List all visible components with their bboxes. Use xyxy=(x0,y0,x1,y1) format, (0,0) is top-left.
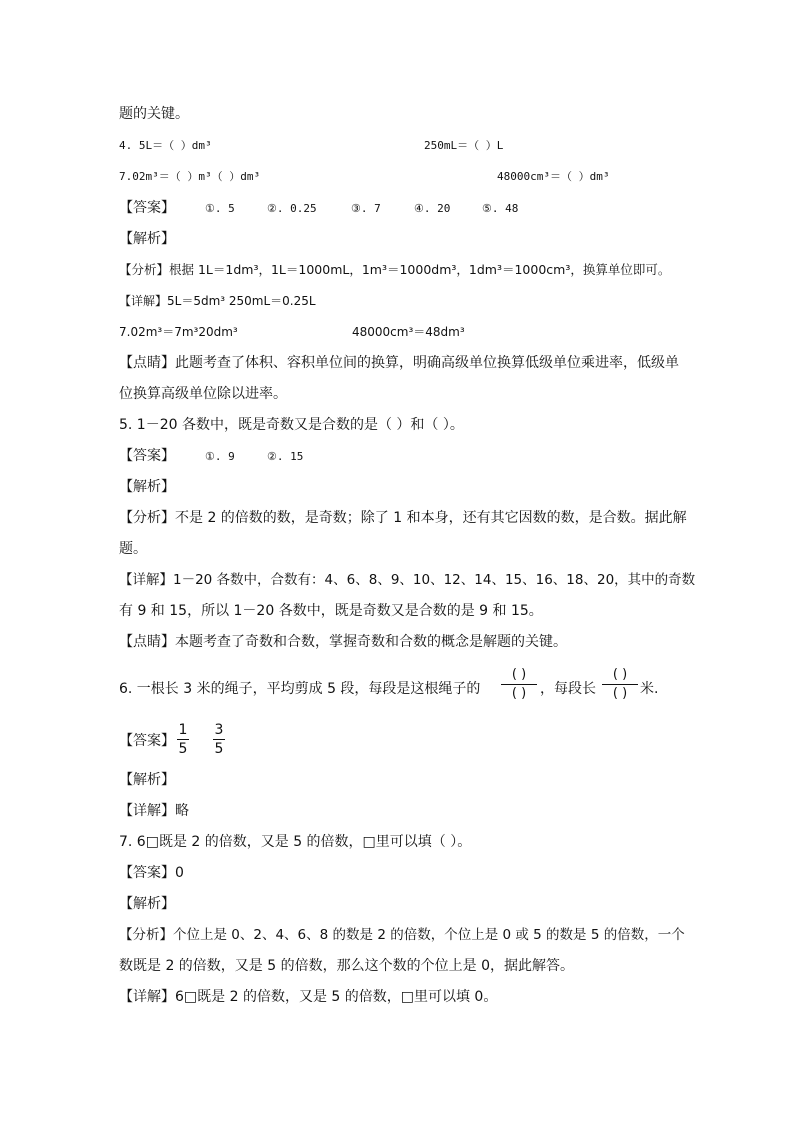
answer-fraction xyxy=(201,721,237,758)
fraction-numerator: 3 xyxy=(214,722,224,738)
answer-row: 【答案】0 xyxy=(119,865,184,881)
answer-item: ⑤. 48 xyxy=(482,202,519,215)
fraction-numerator: 1 xyxy=(178,722,188,738)
analysis-heading: 【解析】 xyxy=(119,896,175,912)
question-5: 5. 1－20 各数中，既是奇数又是合数的是（ ）和（ ）。 xyxy=(119,417,464,433)
answer-item: ①. 5 xyxy=(205,202,235,215)
answer-item: ②. 0.25 xyxy=(267,202,317,215)
blank-numerator: ( ) xyxy=(511,667,527,682)
analysis-text: 【分析】根据 1L＝1dm³，1L＝1000mL，1m³＝1000dm³，1dm³＝1000cm³，换算单位即可。 xyxy=(119,262,671,277)
blank-numerator: ( ) xyxy=(612,667,628,682)
analysis-heading: 【解析】 xyxy=(119,479,175,495)
question-6-text: 米. xyxy=(640,681,659,697)
answer-item: ④. 20 xyxy=(414,202,451,215)
comment-text: 位换算高级单位除以进率。 xyxy=(119,386,287,402)
answer-label: 【答案】 xyxy=(119,200,175,216)
analysis-heading: 【解析】 xyxy=(119,772,175,788)
answer-row xyxy=(119,447,419,465)
answer-item: ②. 15 xyxy=(267,450,304,463)
blank-denominator: ( ) xyxy=(612,686,628,701)
analysis-text: 【分析】不是 2 的倍数的数，是奇数；除了 1 和本身，还有其它因数的数，是合数。据此解 xyxy=(119,510,687,526)
analysis-heading: 【解析】 xyxy=(119,231,175,247)
analysis-text: 【分析】个位上是 0、2、4、6、8 的数是 2 的倍数，个位上是 0 或 5 的数是 5 的倍数，一个 xyxy=(119,927,685,943)
detail-text: 7.02m³＝7m³20dm³ xyxy=(119,325,238,339)
answer-label: 【答案】 xyxy=(119,733,175,749)
detail-text: 48000cm³＝48dm³ xyxy=(352,325,465,339)
answer-label: 【答案】 xyxy=(119,448,175,464)
fraction-bar xyxy=(501,684,537,685)
detail-text: 【详解】5L＝5dm³ 250mL＝0.25L xyxy=(119,294,316,308)
comment-text: 【点睛】此题考查了体积、容积单位间的换算，明确高级单位换算低级单位乘进率，低级单 xyxy=(119,355,679,371)
answer-item: ①. 9 xyxy=(205,450,235,463)
question-6-text: ，每段长 xyxy=(540,681,596,697)
answer-item: ③. 7 xyxy=(351,202,381,215)
question-4-b: 250mL＝（ ）L xyxy=(424,139,504,152)
fraction-blank xyxy=(602,667,638,702)
fraction-denominator: 5 xyxy=(178,741,188,757)
detail-text: 【详解】略 xyxy=(119,803,189,819)
fraction-bar xyxy=(177,739,189,740)
comment-text: 【点睛】本题考查了奇数和合数，掌握奇数和合数的概念是解题的关键。 xyxy=(119,634,567,650)
answer-row xyxy=(119,199,679,217)
detail-text: 【详解】1－20 各数中，合数有：4、6、8、9、10、12、14、15、16、18、20，其中的奇数 xyxy=(119,572,696,588)
question-4-d: 48000cm³＝（ ）dm³ xyxy=(497,170,610,183)
fraction-blank xyxy=(501,667,537,702)
question-7: 7. 6□既是 2 的倍数，又是 5 的倍数，□里可以填（ ）。 xyxy=(119,834,472,850)
fraction-bar xyxy=(602,684,638,685)
fraction-bar xyxy=(213,739,225,740)
detail-text: 有 9 和 15，所以 1－20 各数中，既是奇数又是合数的是 9 和 15。 xyxy=(119,603,543,619)
answer-fraction xyxy=(165,721,201,758)
analysis-text: 题。 xyxy=(119,541,147,557)
question-4-a: 4. 5L＝（ ）dm³ xyxy=(119,139,212,152)
blank-denominator: ( ) xyxy=(511,686,527,701)
analysis-text: 数既是 2 的倍数，又是 5 的倍数，那么这个数的个位上是 0，据此解答。 xyxy=(119,958,574,974)
question-4-c: 7.02m³＝（ ）m³（ ）dm³ xyxy=(119,170,261,183)
text-line: 题的关键。 xyxy=(119,106,189,122)
detail-text: 【详解】6□既是 2 的倍数，又是 5 的倍数，□里可以填 0。 xyxy=(119,989,498,1005)
fraction-denominator: 5 xyxy=(214,741,224,757)
question-6-text: 6. 一根长 3 米的绳子，平均剪成 5 段，每段是这根绳子的 xyxy=(119,681,481,697)
